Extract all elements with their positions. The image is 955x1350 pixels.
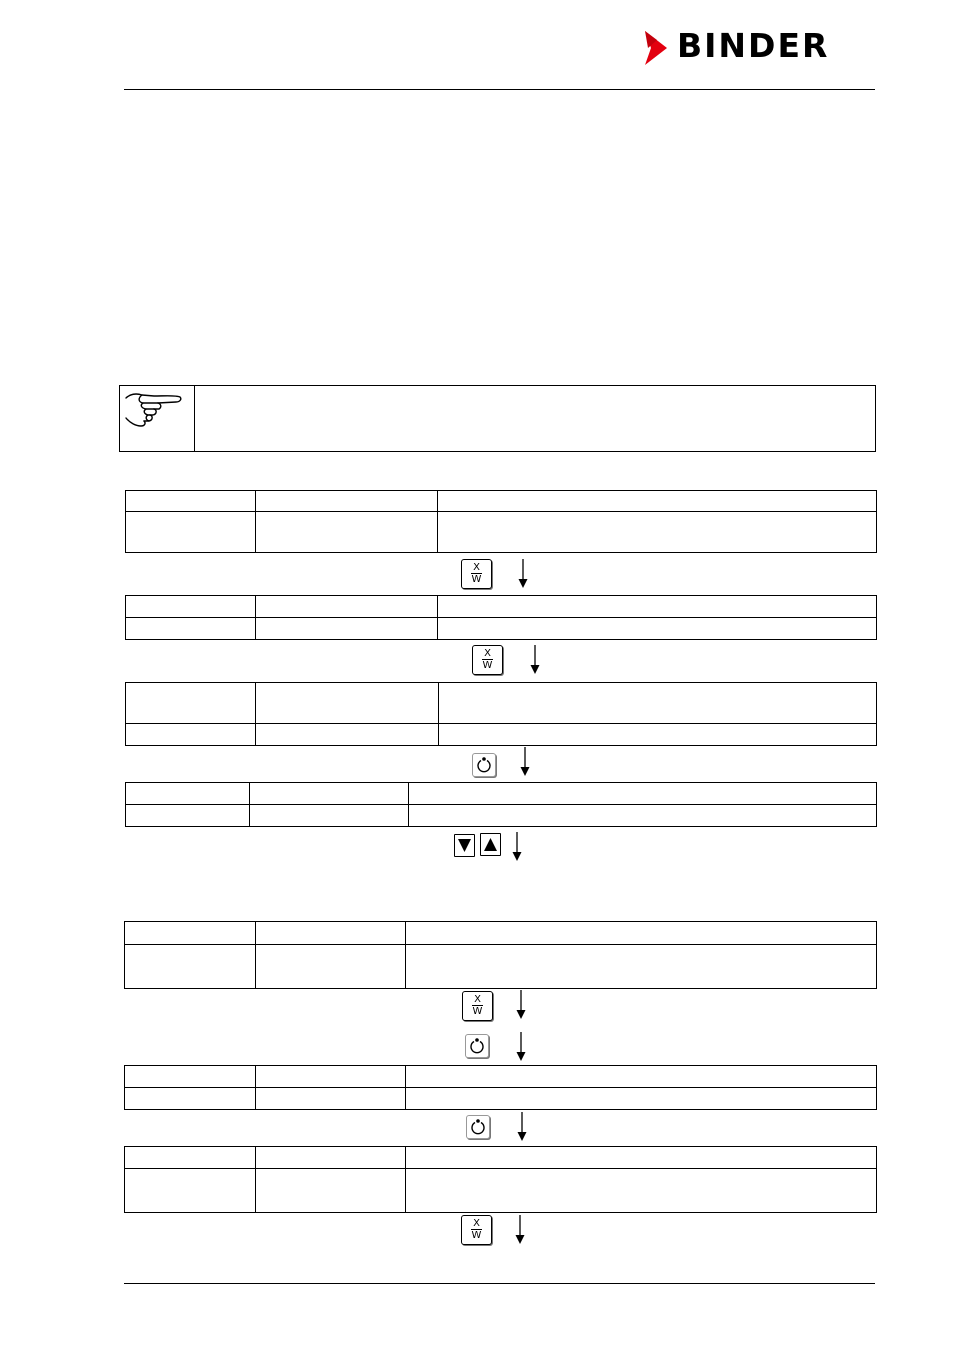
table-cell <box>256 1088 406 1110</box>
table-cell <box>125 945 256 989</box>
table-cell <box>126 805 250 827</box>
table-cell <box>125 1088 256 1110</box>
table-cell <box>256 491 438 512</box>
table-cell <box>406 1147 877 1169</box>
note-box <box>119 385 876 452</box>
table-cell <box>126 512 256 553</box>
table-cell <box>125 1147 256 1169</box>
xw-key-button[interactable]: X W <box>472 645 503 675</box>
arrow-down-icon <box>529 645 541 675</box>
display-table-1 <box>125 490 877 553</box>
table-cell <box>438 596 877 618</box>
table-cell <box>125 1066 256 1088</box>
xw-key-button[interactable]: X W <box>461 1215 492 1245</box>
rotation-key-button[interactable] <box>465 1034 489 1058</box>
table-cell <box>406 1169 877 1213</box>
table-cell <box>438 491 877 512</box>
table-cell <box>409 783 877 805</box>
circular-arrow-icon <box>468 1037 486 1055</box>
logo-wordmark: BINDER <box>677 26 830 65</box>
table-cell <box>126 491 256 512</box>
circular-arrow-icon <box>475 756 493 774</box>
table-cell <box>126 783 250 805</box>
table-cell <box>125 1169 256 1213</box>
table-cell <box>250 805 409 827</box>
triangle-up-icon <box>483 837 498 852</box>
binder-logo <box>645 26 877 66</box>
table-cell <box>256 683 439 724</box>
table-cell <box>256 945 406 989</box>
down-key-button[interactable] <box>454 834 475 857</box>
display-table-3 <box>125 682 877 746</box>
table-cell <box>406 922 877 945</box>
table-cell <box>256 596 438 618</box>
table-cell <box>126 618 256 640</box>
table-cell <box>126 596 256 618</box>
table-cell <box>256 618 438 640</box>
table-cell <box>250 783 409 805</box>
table-cell <box>439 724 877 746</box>
circular-arrow-icon <box>469 1118 487 1136</box>
display-table-6 <box>124 1065 877 1110</box>
display-table-7 <box>124 1146 877 1213</box>
table-cell <box>256 1066 406 1088</box>
table-cell <box>438 618 877 640</box>
up-key-button[interactable] <box>480 833 501 856</box>
arrow-down-icon <box>514 1215 526 1245</box>
header-rule <box>124 89 875 90</box>
triangle-down-icon <box>457 838 472 853</box>
table-cell <box>256 724 439 746</box>
table-cell <box>406 945 877 989</box>
table-cell <box>409 805 877 827</box>
arrow-down-icon <box>519 747 531 777</box>
arrow-down-icon <box>516 1112 528 1142</box>
table-cell <box>126 683 256 724</box>
table-cell <box>406 1088 877 1110</box>
table-cell <box>126 724 256 746</box>
arrow-down-icon <box>511 832 523 862</box>
display-table-4 <box>125 782 877 827</box>
table-cell <box>438 512 877 553</box>
table-cell <box>256 922 406 945</box>
pointing-hand-icon <box>124 390 184 430</box>
arrow-down-icon <box>515 990 527 1020</box>
table-cell <box>406 1066 877 1088</box>
arrow-down-icon <box>517 559 529 589</box>
note-icon-cell <box>120 386 195 451</box>
xw-key-button[interactable]: X W <box>462 991 493 1021</box>
table-cell <box>256 1169 406 1213</box>
table-cell <box>125 922 256 945</box>
rotation-key-button[interactable] <box>466 1115 490 1139</box>
logo-mark-icon <box>645 31 669 65</box>
table-cell <box>256 512 438 553</box>
display-table-2 <box>125 595 877 640</box>
rotation-key-button[interactable] <box>472 753 496 777</box>
table-cell <box>439 683 877 724</box>
display-table-5 <box>124 921 877 989</box>
arrow-down-icon <box>515 1032 527 1062</box>
xw-key-button[interactable]: X W <box>461 559 492 589</box>
footer-rule <box>124 1283 875 1284</box>
table-cell <box>256 1147 406 1169</box>
